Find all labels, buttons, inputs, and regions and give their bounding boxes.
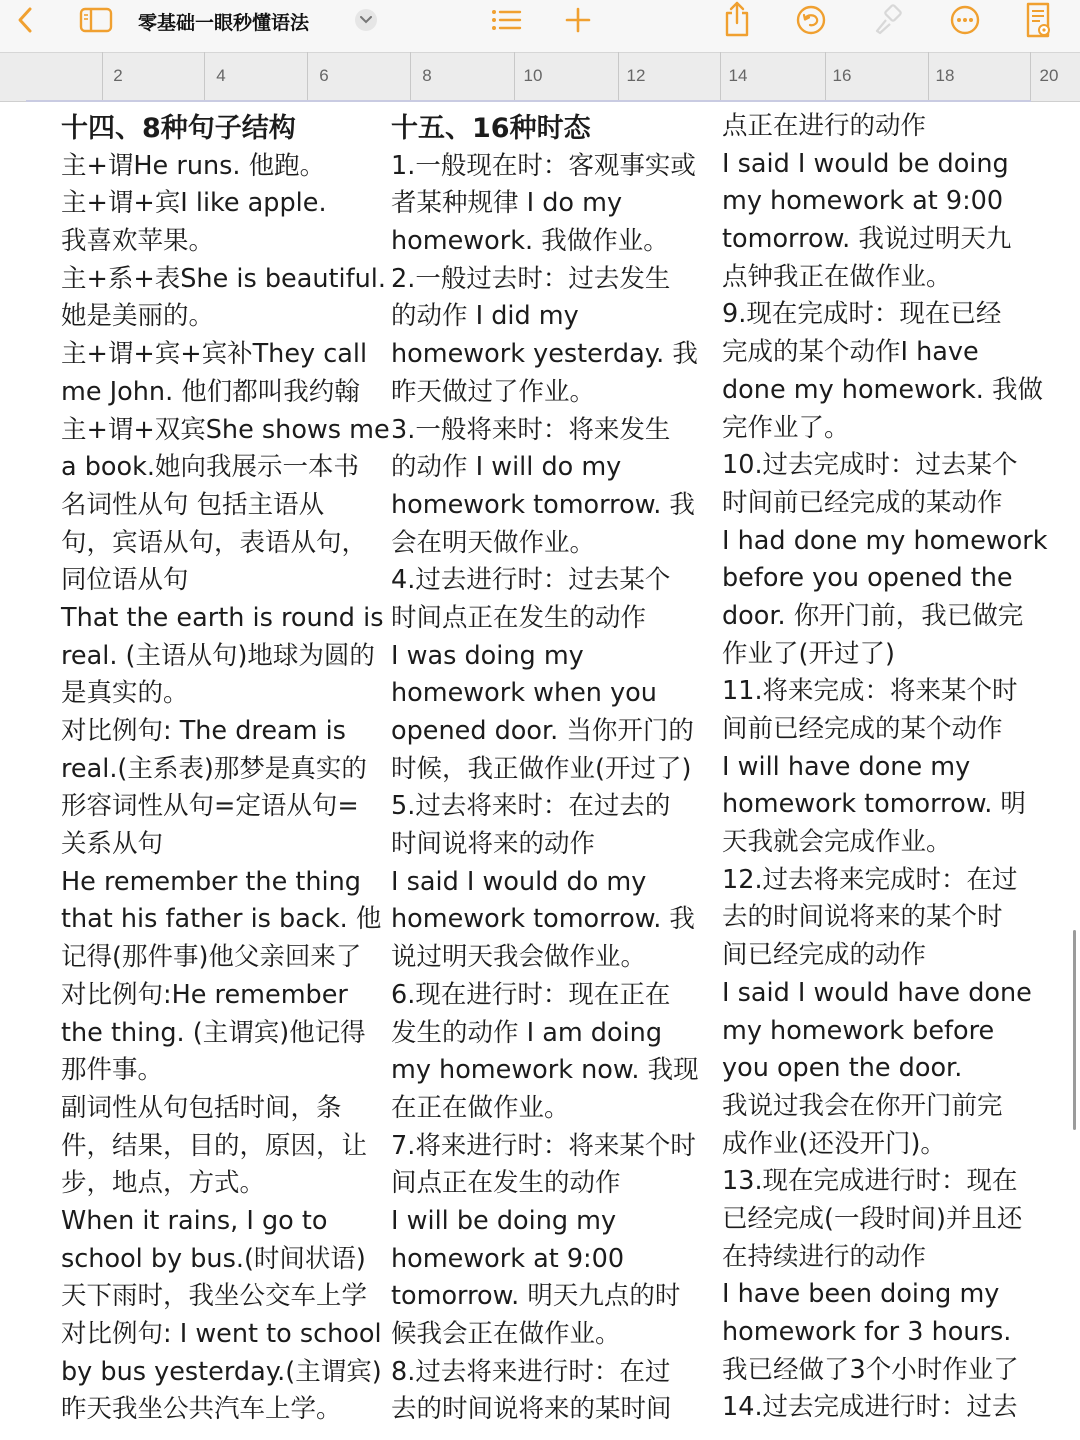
text-line: 10.过去完成时：过去某个 — [722, 450, 1018, 481]
text-line: 完成的某个动作I have — [722, 337, 979, 368]
ruler-number: 16 — [832, 66, 852, 85]
text-line: my homework before — [722, 1015, 995, 1046]
text-line: 主+谓He runs. 他跑。 — [61, 150, 326, 181]
text-line: 4.过去进行时：过去某个 — [391, 565, 671, 596]
text-line: 对比例句: I went to school — [61, 1319, 382, 1349]
text-line: a book.她向我展示一本书 — [61, 452, 359, 483]
text-line: homework at 9:00 — [391, 1243, 625, 1274]
text-line: I will be doing my — [391, 1205, 617, 1236]
text-line: 在持续进行的动作 — [722, 1241, 927, 1272]
text-line: tomorrow. 我说过明天九 — [722, 224, 1012, 255]
ruler-number: 2 — [113, 66, 123, 85]
scrollbar[interactable] — [1073, 930, 1076, 1130]
ruler-tick — [720, 52, 721, 100]
text-line: homework when you — [391, 678, 657, 709]
share-icon[interactable] — [720, 0, 754, 38]
ruler-tick — [618, 52, 619, 100]
text-line: 是真实的。 — [61, 678, 189, 709]
text-line: 句，宾语从句，表语从句， — [61, 527, 368, 558]
back-chevron-icon[interactable] — [10, 5, 40, 35]
document-title[interactable]: 零基础一眼秒懂语法 — [138, 11, 310, 34]
text-line: 9.现在完成时：现在已经 — [722, 299, 1002, 330]
text-line: 主+谓+宾+宾补They call — [61, 339, 368, 370]
text-line: 已经完成(一段时间)并且还 — [722, 1203, 1023, 1234]
text-line: I will have done my — [722, 751, 971, 782]
text-line: 时间说将来的动作 — [391, 829, 596, 860]
text-line: I was doing my — [391, 640, 584, 671]
text-line: 的动作 I will do my — [391, 452, 622, 483]
undo-icon[interactable] — [793, 3, 829, 37]
ruler-number: 20 — [1039, 66, 1059, 85]
text-line: 主+谓+宾I like apple. — [61, 188, 327, 219]
text-line: that his father is back. 他 — [61, 904, 382, 935]
ruler-number: 10 — [523, 66, 543, 85]
text-line: 间已经完成的动作 — [722, 940, 927, 971]
top-toolbar — [0, 0, 1080, 52]
title-dropdown-icon[interactable] — [355, 9, 377, 31]
sidebar-toggle-icon[interactable] — [78, 5, 114, 35]
text-line: homework yesterday. 我 — [391, 339, 698, 370]
text-line: 6.现在进行时：现在正在 — [391, 979, 671, 1010]
text-line: homework tomorrow. 我 — [391, 489, 695, 520]
text-line: opened door. 当你开门的 — [391, 716, 694, 746]
text-line: 昨天我坐公共汽车上学。 — [61, 1394, 342, 1425]
text-line: homework. 我做作业。 — [391, 226, 669, 257]
column-sentence-structures[interactable] — [61, 110, 390, 1429]
text-line: 候我会正在做作业。 — [391, 1319, 621, 1349]
document-view-icon[interactable] — [1022, 1, 1054, 39]
text-line: 我喜欢苹果。 — [61, 226, 215, 257]
text-line: 会在明天做作业。 — [391, 527, 596, 558]
text-line: 同位语从句 — [61, 565, 189, 596]
text-line: the thing. (主谓宾)他记得 — [61, 1017, 366, 1048]
text-line: my homework at 9:00 — [722, 186, 1004, 217]
text-line: 2.一般过去时：过去发生 — [391, 263, 671, 294]
text-line: 我说过我会在你开门前完 — [722, 1090, 1003, 1121]
text-line: 说过明天我会做作业。 — [391, 942, 647, 973]
text-line: 时间前已经完成的某动作 — [722, 487, 1003, 518]
text-line: 对比例句:He remember — [61, 979, 348, 1010]
section-heading: 十五、16种时态 — [391, 113, 591, 144]
ruler-tick — [825, 52, 826, 100]
format-brush-icon[interactable] — [870, 3, 906, 37]
text-line: homework tomorrow. 我 — [391, 904, 695, 935]
text-line: 作业了(开过了) — [722, 638, 895, 669]
text-line: door. 你开门前，我已做完 — [722, 600, 1024, 631]
text-line: 时候，我正做作业(开过了) — [391, 753, 692, 784]
add-icon[interactable] — [562, 4, 594, 36]
more-icon[interactable] — [947, 3, 983, 37]
text-line: me John. 他们都叫我约翰 — [61, 376, 360, 407]
text-line: 5.过去将来时：在过去的 — [391, 791, 671, 822]
text-line: That the earth is round is — [61, 602, 384, 633]
text-line: 7.将来进行时：将来某个时 — [391, 1130, 696, 1161]
section-heading: 十四、8种句子结构 — [61, 113, 296, 144]
text-line: tomorrow. 明天九点的时 — [391, 1281, 681, 1312]
text-line: 件，结果，目的，原因，让 — [61, 1130, 368, 1161]
text-line: by bus yesterday.(主谓宾) — [61, 1356, 382, 1387]
ruler-number: 8 — [422, 66, 432, 85]
text-line: you open the door. — [722, 1053, 963, 1084]
text-line: When it rains, I go to — [61, 1205, 328, 1236]
text-line: 名词性从句 包括主语从 — [61, 489, 325, 520]
text-line: 14.过去完成进行时：过去 — [722, 1392, 1018, 1423]
text-line: 者某种规律 I do my — [391, 188, 623, 219]
ruler-number: 4 — [216, 66, 226, 85]
column-tenses-continued[interactable] — [722, 108, 1048, 1427]
text-line: I said I would be doing — [722, 148, 1009, 179]
ruler-number: 6 — [319, 66, 329, 85]
ruler-number: 18 — [935, 66, 955, 85]
text-line: I said I would do my — [391, 866, 647, 897]
text-line: 昨天做过了作业。 — [391, 376, 596, 407]
text-line: 主+谓+双宾She shows me — [61, 414, 390, 445]
text-line: 12.过去将来完成时：在过 — [722, 864, 1018, 895]
text-line: 13.现在完成进行时：现在 — [722, 1166, 1018, 1197]
text-line: 间前已经完成的某个动作 — [722, 714, 1003, 744]
text-line: 形容词性从句=定语从句= — [61, 791, 359, 822]
ruler-tick — [928, 52, 929, 100]
text-line: 对比例句: The dream is — [61, 716, 346, 746]
text-line: homework for 3 hours. — [722, 1317, 1012, 1347]
text-line: 11.将来完成：将来某个时 — [722, 676, 1018, 707]
text-line: 成作业(还没开门)。 — [722, 1128, 946, 1159]
text-line: done my homework. 我做 — [722, 374, 1043, 405]
text-line: 发生的动作 I am doing — [391, 1017, 663, 1048]
text-line: 去的时间说将来的某时间 — [391, 1394, 672, 1425]
column-tenses[interactable] — [391, 110, 699, 1429]
text-line: I said I would have done — [722, 977, 1032, 1008]
text-line: 8.过去将来进行时：在过 — [391, 1356, 671, 1387]
text-line: 天下雨时，我坐公交车上学 — [61, 1281, 368, 1312]
list-format-icon[interactable] — [488, 4, 524, 36]
text-line: 点正在进行的动作 — [722, 111, 927, 141]
text-line: real.(主系表)那梦是真实的 — [61, 753, 367, 784]
ruler-tick — [1030, 52, 1031, 100]
text-line: 1.一般现在时：客观事实或 — [391, 150, 696, 181]
text-line: 去的时间说将来的某个时 — [722, 902, 1003, 933]
text-line: 记得(那件事)他父亲回来了 — [61, 942, 362, 973]
text-line: 的动作 I did my — [391, 301, 579, 332]
text-line: before you opened the — [722, 563, 1013, 594]
text-line: 完作业了。 — [722, 412, 850, 443]
text-line: 在正在做作业。 — [391, 1092, 570, 1123]
text-line: homework tomorrow. 明 — [722, 789, 1026, 820]
ruler-tick — [307, 52, 308, 100]
ruler-tick — [514, 52, 515, 100]
ruler-number: 14 — [728, 66, 748, 85]
text-line: 关系从句 — [61, 829, 164, 860]
ruler-tick — [410, 52, 411, 100]
text-line: He remember the thing — [61, 866, 361, 897]
text-line: 步，地点，方式。 — [61, 1168, 266, 1199]
text-line: I have been doing my — [722, 1279, 1000, 1310]
text-line: 间点正在发生的动作 — [391, 1168, 621, 1199]
text-line: real. (主语从句)地球为圆的 — [61, 640, 375, 671]
text-line: 我已经做了3个小时作业了 — [722, 1354, 1019, 1385]
text-line: 副词性从句包括时间，条 — [61, 1092, 342, 1123]
page-top-edge — [26, 100, 1031, 102]
text-line: I had done my homework — [722, 525, 1048, 556]
ruler-number: 12 — [626, 66, 646, 85]
text-line: 时间点正在发生的动作 — [391, 602, 647, 633]
text-line: 天我就会完成作业。 — [722, 827, 952, 858]
text-line: school by bus.(时间状语) — [61, 1243, 366, 1274]
text-line: 3.一般将来时：将来发生 — [391, 414, 671, 445]
text-line: my homework now. 我现 — [391, 1055, 699, 1086]
text-line: 那件事。 — [61, 1055, 164, 1086]
text-line: 点钟我正在做作业。 — [722, 261, 952, 292]
text-line: 她是美丽的。 — [61, 301, 215, 332]
text-line: 主+系+表She is beautiful. — [61, 263, 386, 294]
ruler-tick — [204, 52, 205, 100]
